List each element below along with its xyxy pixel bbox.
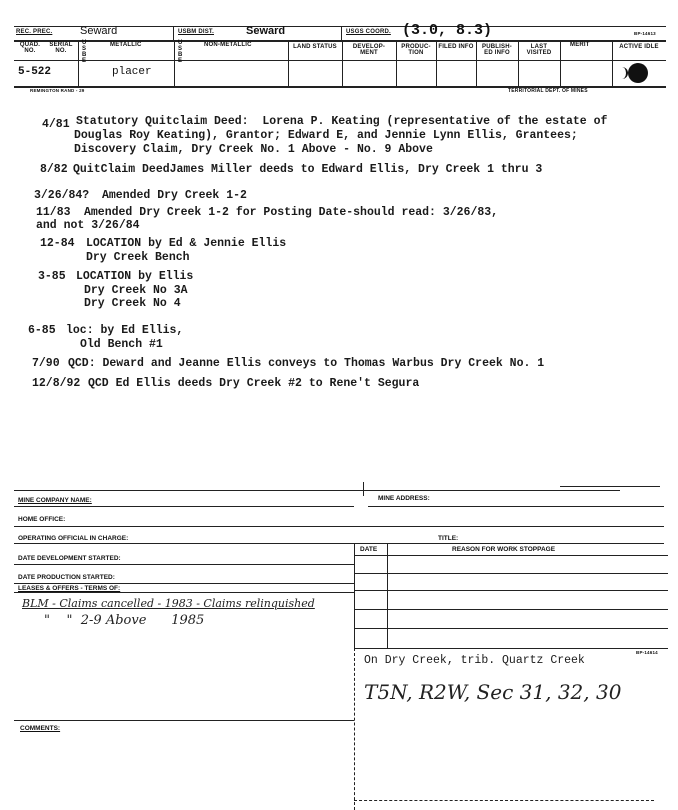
col-metallic: METALLIC [110,42,142,48]
entry-text: Statutory Quitclaim Deed: Lorena P. Keating (representative of the estate of [76,115,608,128]
mine-address-label: MINE ADDRESS: [378,495,430,502]
reason-col-label: REASON FOR WORK STOPPAGE [452,546,556,553]
location-typed: On Dry Creek, trib. Quartz Creek [364,654,585,667]
handwritten-blm-note: BLM - Claims cancelled - 1983 - Claims relinquished [22,597,315,610]
col-serial-no: SERIAL NO. [49,42,73,54]
entry-date: 6-85 [28,324,56,337]
footer-right: TERRITORIAL DEPT. OF MINES [508,88,588,94]
usgs-coord-value: (3.0, 8.3) [402,22,493,39]
entry-date: 12-84 [40,237,75,250]
rec-prec-value: Seward [80,25,118,37]
rec-prec-label: REC. PREC. [16,29,53,35]
entry-text: Dry Creek No 4 [84,297,181,310]
mine-company-name-label: MINE COMPANY NAME: [18,497,92,504]
entry-date: 4/81 [42,118,70,131]
col-land-status: LAND STATUS [293,44,337,50]
date-dev-started-label: DATE DEVELOPMENT STARTED: [18,555,121,562]
entry-text: QuitClaim DeedJames Miller deeds to Edward Ellis, Dry Creek 1 thru 3 [73,163,543,176]
active-dot-icon [628,63,648,83]
col-usbe-metallic: U S B E [82,40,87,64]
home-office-label: HOME OFFICE: [18,516,66,523]
col-published-info: PUBLISH-ED INFO [482,44,512,56]
usgs-coord-label: USGS COORD. [346,29,391,35]
form-code-top: BP-14613 [634,31,656,36]
footer-left: REMINGTON RAND - 29 [30,88,85,93]
title-label: TITLE: [438,535,459,542]
usbm-dist-value: Seward [246,25,286,37]
entry-date: 12/8/92 [32,377,81,390]
entry-text: Old Bench #1 [80,338,163,351]
entry-text: Discovery Claim, Dry Creek No. 1 Above - No. 9 Above [74,143,433,156]
col-usbe-nonmetallic: U S B E [178,40,183,64]
serial-value: 5-522 [18,66,52,78]
entry-text: Amended Dry Creek 1-2 [102,189,247,202]
col-filed-info: FILED INFO [438,44,474,50]
entry-text: LOCATION by Ellis [76,270,194,283]
col-merit: MERIT [570,42,590,48]
entry-text: Amended Dry Creek 1-2 for Posting Date-should read: 3/26/83, [84,206,499,219]
col-active-idle: ACTIVE IDLE [619,44,659,50]
col-quad-no: QUAD. NO. [19,42,41,54]
entry-date: 3-85 [38,270,66,283]
metallic-value: placer [112,66,152,78]
date-col-label: DATE [360,546,378,553]
usbm-dist-label: USBM DIST. [178,29,215,35]
entry-text: loc: by Ed Ellis, [66,324,184,337]
entry-text: QCD Ed Ellis deeds Dry Creek #2 to Rene't Segura [88,377,420,390]
entry-text: Dry Creek No 3A [84,284,188,297]
date-prod-started-label: DATE PRODUCTION STARTED: [18,574,115,581]
entry-text: and not 3/26/84 [36,219,140,232]
leases-label: LEASES & OFFERS - TERMS OF: [18,585,121,592]
idle-arc-icon [616,67,628,79]
operating-official-label: OPERATING OFFICIAL IN CHARGE: [18,535,129,542]
col-nonmetallic: NON-METALLIC [204,42,252,48]
entry-text: LOCATION by Ed & Jennie Ellis [86,237,287,250]
form-code-bottom: BP-14614 [636,650,658,655]
entry-text: Dry Creek Bench [86,251,190,264]
entry-date: 8/82 [40,163,68,176]
entry-date: 3/26/84? [34,189,90,202]
col-development: DEVELOP-MENT [352,44,386,56]
comments-label: COMMENTS: [20,725,61,732]
col-last-visited: LAST VISITED [526,44,552,56]
handwritten-blm-note-2: " " 2-9 Above 1985 [44,613,205,628]
entry-text: Douglas Roy Keating), Grantor; Edward E, and Jennie Lynn Ellis, Grantees; [74,129,578,142]
entry-date: 11/83 [36,206,71,219]
entry-text: QCD: Deward and Jeanne Ellis conveys to Thomas Warbus Dry Creek No. 1 [68,357,545,370]
handwritten-location: T5N, R2W, Sec 31, 32, 30 [364,680,622,704]
entry-date: 7/90 [32,357,60,370]
col-production: PRODUC-TION [401,44,431,56]
